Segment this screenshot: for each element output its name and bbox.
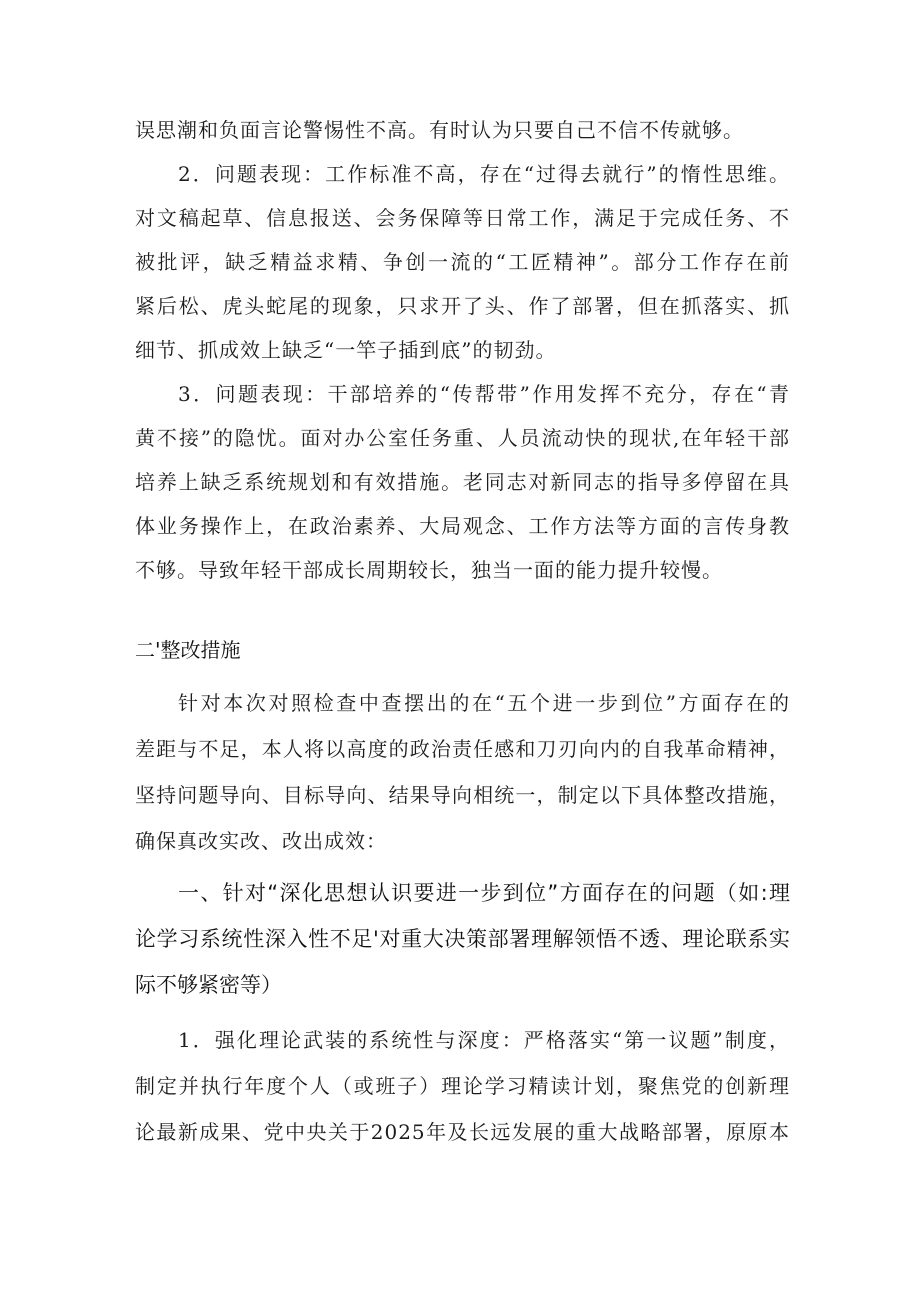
paragraph-problem-3	[135, 372, 790, 592]
paragraph-problem-2	[135, 152, 790, 372]
paragraph-line: 针对本次对照检查中查摆出的在“五个进一步到位”方面存在的	[178, 691, 790, 715]
paragraph-line: 2．问题表现：工作标准不高，存在“过得去就行”的惰性思维。	[178, 162, 790, 186]
paragraph-continuation	[135, 108, 790, 152]
paragraph-line: 坚持问题导向、目标导向、结果导向相统一，制定以下具体整改措施，	[135, 783, 790, 807]
paragraph-line: 体业务操作上，在政治素养、大局观念、工作方法等方面的言传身教	[135, 514, 790, 538]
paragraph-line: 不够。导致年轻干部成长周期较长，独当一面的能力提升较慢。	[135, 558, 723, 582]
paragraph-line: 论最新成果、党中央关于2025年及长远发展的重大战略部署，原原本	[135, 1120, 790, 1144]
paragraph-line: 1．强化理论武装的系统性与深度：严格落实“第一议题”制度，	[178, 1028, 790, 1052]
subheading-line: 论学习系统性深入性不足'对重大决策部署理解领悟不透、理论联系实	[135, 927, 790, 951]
subheading-line: 际不够紧密等）	[135, 973, 282, 997]
paragraph-line: 培养上缺乏系统规划和有效措施。老同志对新同志的指导多停留在具	[135, 470, 790, 494]
paragraph-line: 3．问题表现：干部培养的“传帮带”作用发挥不充分，存在“青	[178, 382, 790, 406]
paragraph-measures-intro	[135, 680, 790, 864]
paragraph-line: 黄不接”的隐忧。面对办公室任务重、人员流动快的现状,在年轻干部	[135, 426, 790, 450]
paragraph-line: 紧后松、虎头蛇尾的现象，只求开了头、作了部署，但在抓落实、抓	[135, 294, 790, 318]
paragraph-line: 制定并执行年度个人（或班子）理论学习精读计划，聚焦党的创新理	[135, 1074, 790, 1098]
paragraph-line: 对文稿起草、信息报送、会务保障等日常工作，满足于完成任务、不	[135, 206, 790, 230]
paragraph-line: 误思潮和负面言论警惕性不高。有时认为只要自己不信不传就够。	[135, 118, 744, 142]
document-content	[135, 108, 790, 1155]
paragraph-line: 被批评，缺乏精益求精、争创一流的“工匠精神”。部分工作存在前	[135, 250, 790, 274]
paragraph-line: 差距与不足，本人将以高度的政治责任感和刀刃向内的自我革命精神，	[135, 737, 790, 761]
paragraph-line: 确保真改实改、改出成效：	[135, 829, 387, 853]
paragraph-measure-1	[135, 1017, 790, 1155]
paragraph-line: 细节、抓成效上缺乏“一竿子插到底”的韧劲。	[135, 338, 557, 362]
section-heading: 二'整改措施	[135, 638, 241, 662]
subheading-line: 一、针对“深化思想认识要进一步到位”方面存在的问题（如:理	[178, 881, 790, 905]
subheading-1	[135, 870, 790, 1008]
